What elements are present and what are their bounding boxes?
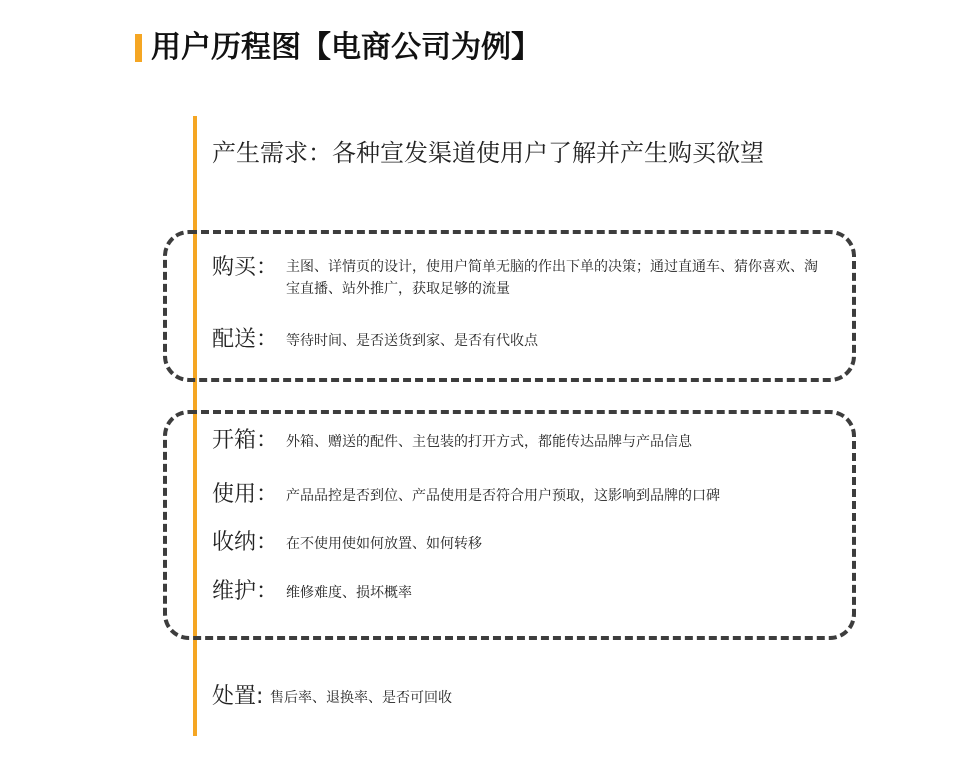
stage-label-unboxing: 开箱： xyxy=(212,428,279,453)
stage-need: 产生需求：各种宣发渠道使用户了解并产生购买欲望 xyxy=(212,139,764,167)
stage-label-maintenance: 维护： xyxy=(212,579,279,604)
stage-label-purchase: 购买： xyxy=(212,255,279,280)
stage-desc-storage: 在不使用使如何放置、如何转移 xyxy=(286,536,482,552)
stage-label-disposal: 处置: xyxy=(212,684,264,709)
title-accent-bar xyxy=(135,34,142,62)
stage-desc-unboxing: 外箱、赠送的配件、主包装的打开方式，都能传达品牌与产品信息 xyxy=(286,434,692,450)
stage-label-use: 使用： xyxy=(212,482,279,507)
stage-desc-purchase: 主图、详情页的设计，使用户简单无脑的作出下单的决策；通过直通车、猜你喜欢、淘宝直播、站外推广，获取足够的流量 xyxy=(286,259,818,297)
purchase-delivery-group xyxy=(163,230,856,382)
stage-desc-delivery: 等待时间、是否送货到家、是否有代收点 xyxy=(286,333,538,349)
stage-label-delivery: 配送： xyxy=(212,327,279,352)
page-title: 用户历程图【电商公司为例】 xyxy=(151,30,541,65)
stage-label-storage: 收纳： xyxy=(212,530,279,555)
stage-desc-maintenance: 维修难度、损坏概率 xyxy=(286,585,412,601)
stage-desc-disposal: 售后率、退换率、是否可回收 xyxy=(270,690,452,706)
stage-desc-use: 产品品控是否到位、产品使用是否符合用户预取，这影响到品牌的口碑 xyxy=(286,488,720,504)
